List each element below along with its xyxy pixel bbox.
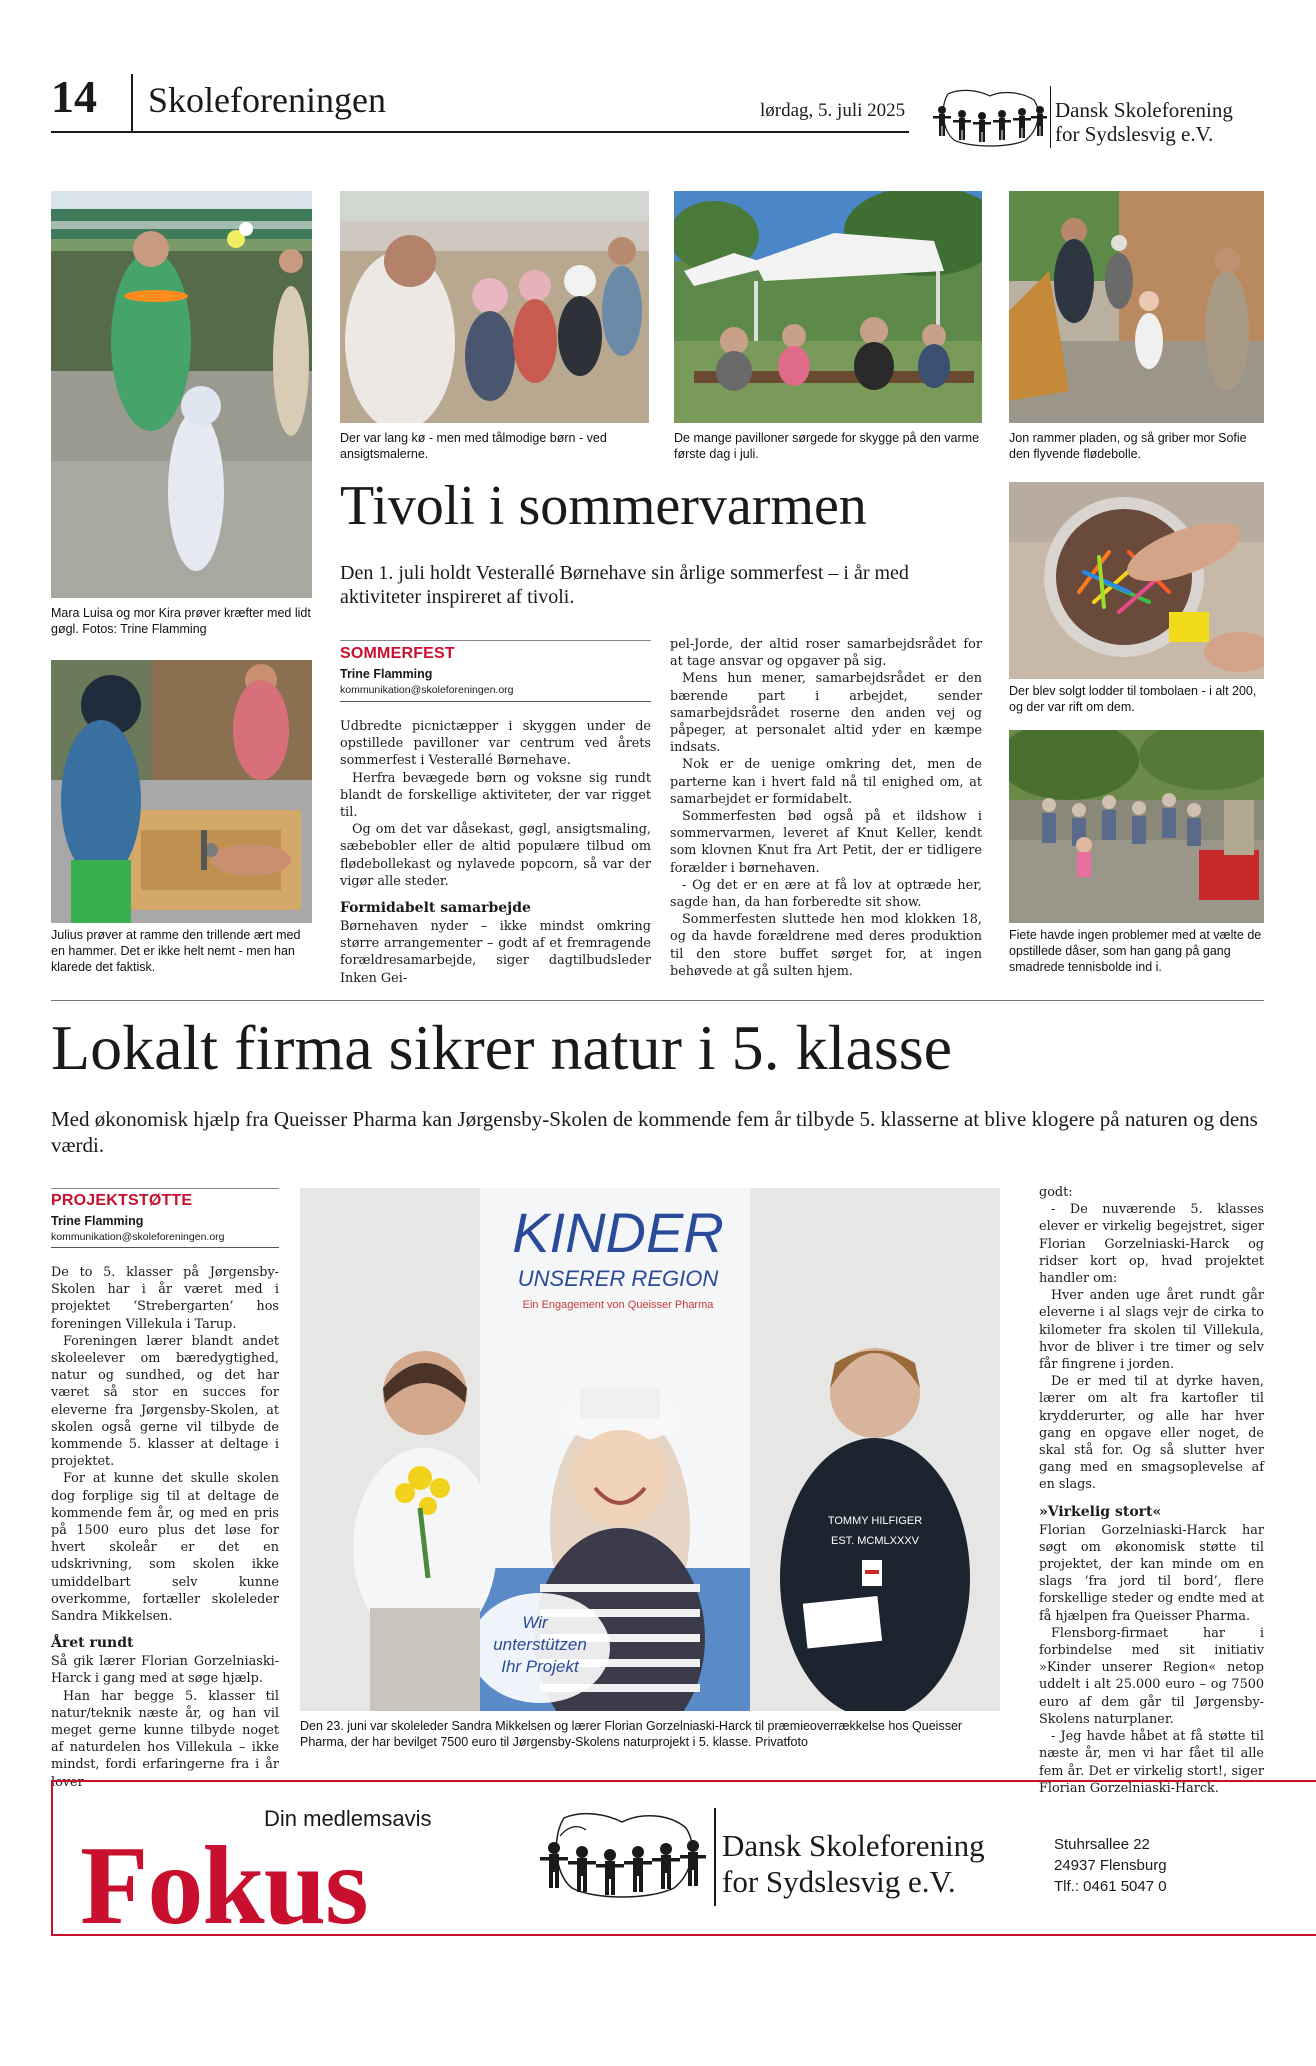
- poster-bubble-3: Ihr Projekt: [501, 1657, 579, 1676]
- article2-lead: Med økonomisk hjælp fra Queisser Pharma kan Jørgensby-Skolen de kommende fem år tilbyde 5. klasserne at blive klogere på naturen og dens værdi.: [51, 1107, 1258, 1157]
- paragraph: Og om det var dåsekast, gøgl, ansigtsmaling, sæbebobler eller de altid populære tilbud om flødebollekast og nylavede popcorn, så var der vigør alle steder.: [340, 822, 651, 889]
- tag-rule: [340, 640, 651, 641]
- caption-pavilions: De mange pavilloner sørgede for skygge på den varme første dag i juli.: [674, 431, 980, 461]
- footer-org-line2: for Sydslesvig e.V.: [722, 1864, 956, 1899]
- poster-bubble-1: Wir: [522, 1613, 548, 1632]
- paragraph: Sommerfesten bød også på et ildshow i sommervarmen, leveret af Knut Keller, kendt som klovnen Knut fra Art Petit, der er tidligere forælder i børnehaven.: [670, 809, 982, 876]
- paragraph: - De nuværende 5. klasses elever er virkelig begejstret, siger Florian Gorzelniaski-Harck og ridser kort op, hvad projektet handler om:: [1039, 1202, 1264, 1287]
- paragraph: De er med til at dyrke haven, lærer om alt fra kartofler til krydderurter, og alle har hver gang en opgave eller noget, de skal stå for. Og så slutter hver gang med en smagsoplevelse af en slags.: [1039, 1374, 1264, 1493]
- photo-juggling: [51, 191, 312, 598]
- article1-author: Trine Flamming: [340, 667, 433, 681]
- poster-bubble-2: unterstützen: [493, 1635, 587, 1654]
- caption-hammer: Julius prøver at ramme den trillende ært med en hammer. Det er ikke helt nemt - men han klarede det faktisk.: [51, 928, 301, 974]
- section-divider: [51, 1000, 1264, 1001]
- paragraph: Udbredte picnictæpper i skyggen under de opstillede pavilloner var centrum ved årets sommerfest i Vesterallé Børnehave.: [340, 719, 651, 769]
- caption-raffle: Der blev solgt lodder til tombolaen - i alt 200, og der var rift om dem.: [1009, 684, 1257, 714]
- paragraph: Nok er de uenige omkring det, men de parterne kan i hvert fald nå til enighed om, at samarbejdet er formidabelt.: [670, 757, 982, 807]
- footer-address: [1054, 1834, 1167, 1897]
- article2-email: kommunikation@skoleforeningen.org: [51, 1231, 225, 1243]
- org-logo-large-icon: [538, 1806, 708, 1906]
- paragraph: For at kunne det skulle skolen dog forplige sig til at deltage de kommende fem år, og med en pris på 1500 euro plus det løse for hvert skoleår er det en udskrivning, som skolen ikke umiddelbart selv kunne overkomme, fortæller skoleleder Sandra Mikkelsen.: [51, 1471, 279, 1625]
- footer-org-name: [722, 1828, 985, 1900]
- issue-date: lørdag, 5. juli 2025: [760, 100, 906, 121]
- photo-cream-puff: [1009, 191, 1264, 423]
- paragraph: De to 5. klasser på Jørgensby-Skolen har i år været med i projektet ‘Strebergarten’ hos foreningen Villekula i Tarup.: [51, 1265, 279, 1332]
- article2-subhead1: Året rundt: [51, 1635, 134, 1652]
- paragraph: Flensborg-firmaet har i forbindelse med sit initiativ »Kinder unserer Region« netop uddelt i alt 25.000 euro – og 7500 euro af dem går til Jørgensby-Skolens naturplaner.: [1039, 1625, 1264, 1727]
- shirt-est: EST. MCMLXXXV: [830, 1535, 920, 1547]
- footer-tagline: Din medlemsavis: [264, 1806, 432, 1831]
- article2-subhead2: »Virkelig stort«: [1039, 1503, 1162, 1520]
- paragraph: Herfra bevægede børn og voksne sig rundt blandt de forskellige aktiviteter, der var rigget til.: [340, 770, 651, 821]
- poster-title-region: UNSERER REGION: [517, 1266, 719, 1291]
- caption-award: Den 23. juni var skoleleder Sandra Mikkelsen og lærer Florian Gorzelniaski-Harck til præmieoverrækkelse hos Queisser Pharma, der har bevilget 7500 euro til Jørgensby-Skolens naturprojekt i 5. klasse. Privatfoto: [300, 1719, 963, 1749]
- org-name-line1: Dansk Skoleforening: [1055, 98, 1233, 122]
- caption-juggling: Mara Luisa og mor Kira prøver kræfter med lidt gøgl. Fotos: Trine Flamming: [51, 606, 311, 636]
- tag-rule: [51, 1188, 279, 1189]
- paragraph: - Jeg havde håbet at få støtte til næste år, men vi har fået til alle fem år. Det er virkelig stort!, siger Florian Gorzelniaski-Harck.: [1039, 1729, 1264, 1796]
- logo-divider: [1050, 86, 1051, 148]
- paragraph: Sommerfesten sluttede hen mod klokken 18, og da havde forældrene med deres produktion til den store buffet sørget for, at ingen behøvede at gå sulten hjem.: [670, 912, 982, 979]
- photo-raffle: [1009, 482, 1264, 679]
- paragraph: godt:: [1039, 1185, 1073, 1200]
- footer-brand: Fokus: [80, 1824, 368, 1948]
- section-title: Skoleforeningen: [148, 80, 386, 120]
- article1-headline: Tivoli i sommervarmen: [340, 475, 867, 537]
- header-rule: [51, 131, 909, 133]
- paragraph: Foreningen lærer blandt andet skoleelever om bæredygtighed, natur og sundhed, og det har været så stor en succes for eleverne fra Jørgensby-Skolen, at skolen også gerne vil tilbyde de kommende 5. klasser at deltage i projektet.: [51, 1333, 279, 1470]
- page-number: 14: [51, 71, 97, 122]
- paragraph: Børnehaven nyder – ikke mindst omkring større arrangementer – godt af et fremragende forældresamarbejde, siger dagtilbudsleder Inken Gei-: [340, 919, 651, 986]
- poster-title-kinder: KINDER: [512, 1201, 724, 1264]
- article1-tag: SOMMERFEST: [340, 645, 455, 662]
- paragraph: Florian Gorzelniaski-Harck har søgt om økonomisk støtte til projektet, der kan minde om en slags ‘fra jord til bord’, flere forskellige steder og endte med at få hjælpen fra Queisser Pharma.: [1039, 1522, 1264, 1624]
- org-name-line2: for Sydslesvig e.V.: [1055, 122, 1214, 146]
- article2-headline: Lokalt firma sikrer natur i 5. klasse: [51, 1012, 953, 1083]
- org-logo-icon: [930, 84, 1052, 152]
- address-phone: Tlf.: 0461 5047 0: [1054, 1878, 1167, 1895]
- paragraph: - Og det er en ære at få lov at optræde her, sagde han, da han forberedte sit show.: [670, 877, 982, 911]
- address-city: 24937 Flensburg: [1054, 1857, 1167, 1874]
- article2-column1: [51, 1264, 279, 1791]
- article2-column2: [1039, 1184, 1264, 1797]
- article1-column1: [340, 718, 651, 987]
- article1-email: kommunikation@skoleforeningen.org: [340, 684, 514, 696]
- photo-pavilions: [674, 191, 982, 423]
- caption-can-throw: Fiete havde ingen problemer med at vælte de opstillede dåser, som han gang på gang smadrede tennisbolde ind i.: [1009, 928, 1262, 974]
- caption-cream-puff: Jon rammer pladen, og så griber mor Sofie den flyvende flødebolle.: [1009, 431, 1247, 461]
- paragraph: Han har begge 5. klasser til natur/teknik næste år, og han vil meget gerne kunne tilbyde noget af naturdelen hos Villekula – ikke mindst, fordi erfaringerne fra i år lover: [51, 1688, 279, 1790]
- caption-face-painting: Der var lang kø - men med tålmodige børn - ved ansigtsmalerne.: [340, 431, 607, 461]
- footer-org-line1: Dansk Skoleforening: [722, 1828, 985, 1863]
- byline-rule: [51, 1247, 279, 1248]
- article1-subhead: Formidabelt samarbejde: [340, 900, 531, 917]
- address-street: Stuhrsallee 22: [1054, 1836, 1150, 1853]
- photo-can-throw: [1009, 730, 1264, 923]
- poster-tagline: Ein Engagement von Queisser Pharma: [522, 1299, 714, 1311]
- photo-award: [300, 1188, 1000, 1711]
- article2-author: Trine Flamming: [51, 1214, 144, 1228]
- article2-tag: PROJEKTSTØTTE: [51, 1192, 193, 1209]
- paragraph: pel-Jorde, der altid roser samarbejdsrådet for at tage ansvar og opgaver på sig.: [670, 637, 982, 670]
- paragraph: Hver anden uge året rundt går eleverne i al slags vejr de cirka to kilometer fra skolen til Villekula, hvor de bliver i tre timer og selv får fingrene i jorden.: [1039, 1288, 1264, 1373]
- footer-logo-divider: [714, 1808, 716, 1906]
- byline-rule: [340, 701, 651, 702]
- article1-lead: Den 1. juli holdt Vesterallé Børnehave sin årlige sommerfest – i år med aktiviteter inspireret af tivoli.: [340, 562, 909, 608]
- shirt-brand: TOMMY HILFIGER: [827, 1515, 923, 1527]
- header-divider: [131, 74, 133, 132]
- article1-column2: [670, 636, 982, 980]
- photo-hammer: [51, 660, 312, 923]
- paragraph: Mens hun mener, samarbejdsrådet er den bærende part i arbejdet, sender samarbejdsrådet roserne den anden vej og påpeger, at personalet altid yder en kæmpe indsats.: [670, 671, 982, 756]
- photo-face-painting: [340, 191, 649, 423]
- org-name: [1055, 98, 1233, 146]
- paragraph: Så gik lærer Florian Gorzelniaski-Harck i gang med at søge hjælp.: [51, 1654, 279, 1687]
